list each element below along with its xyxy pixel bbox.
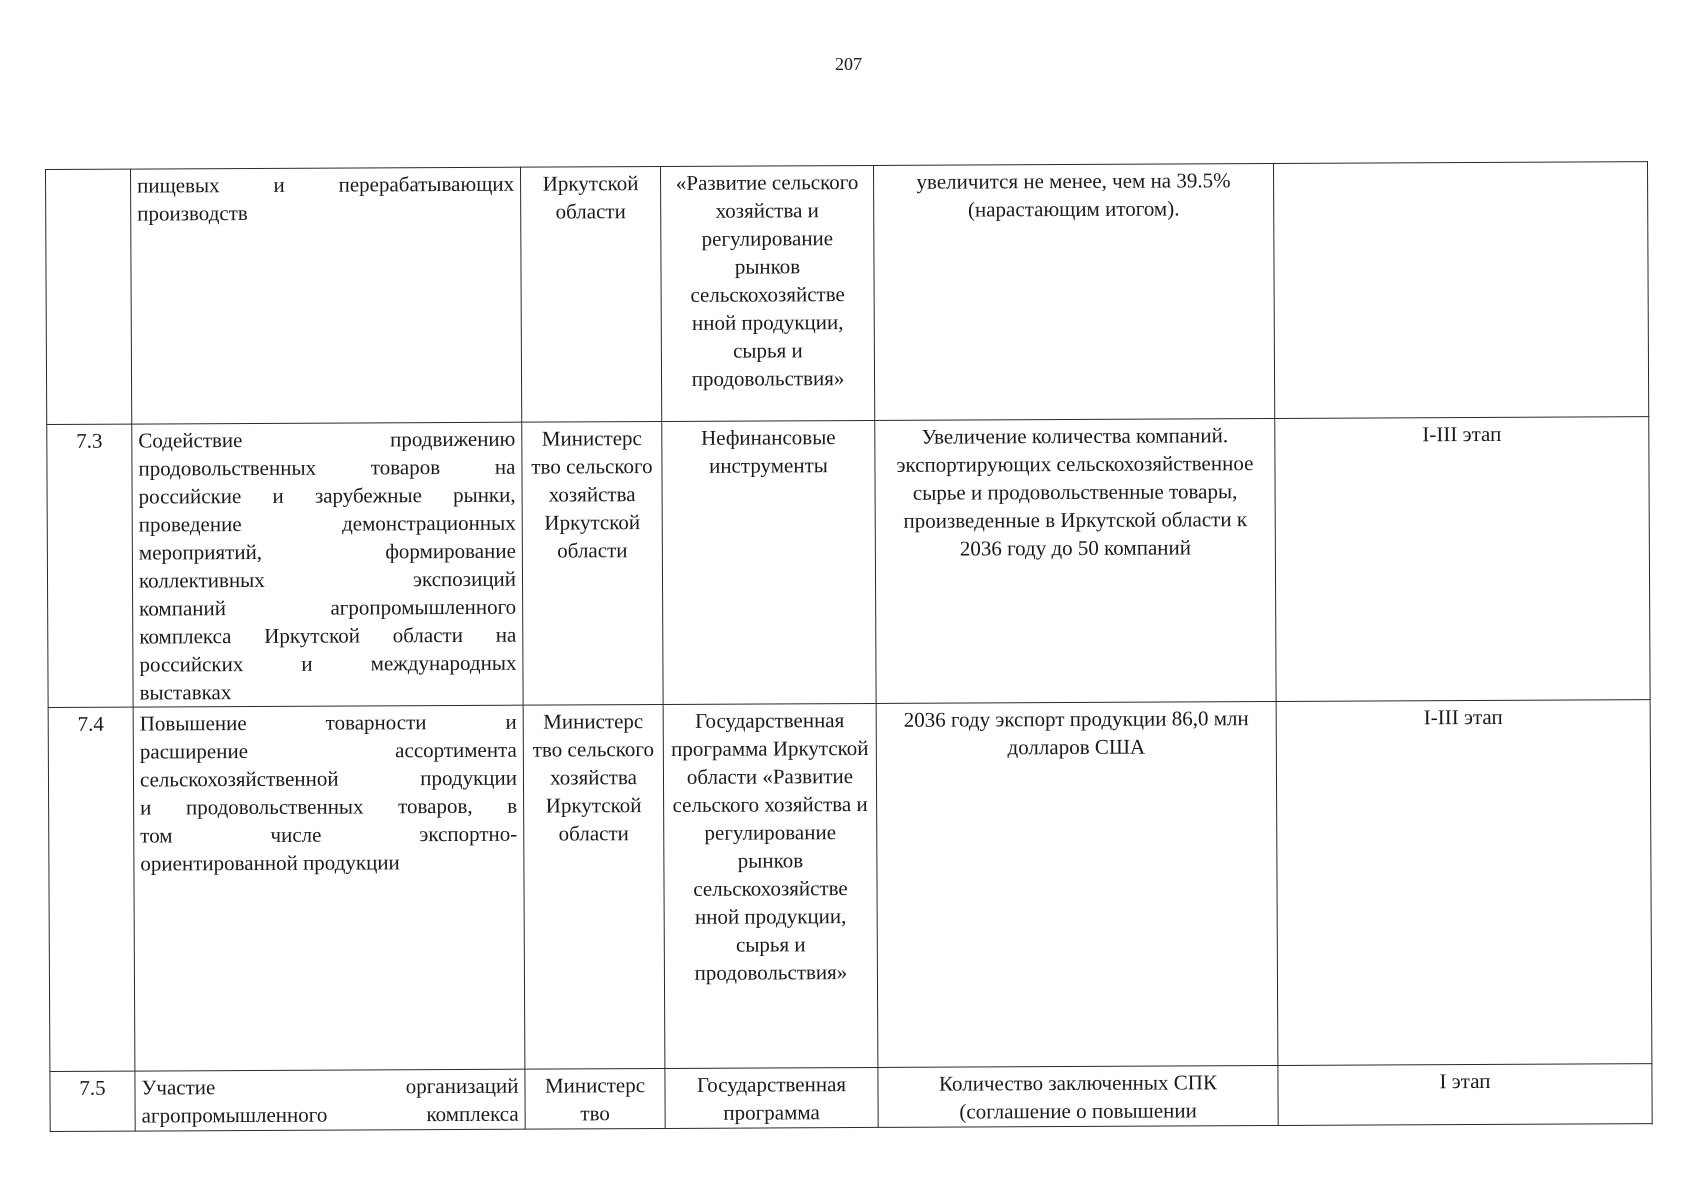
- measure-name-line: комплекса Иркутской области на: [139, 622, 517, 649]
- row-number: [46, 169, 132, 424]
- measure-name-line: коллективных экспозиций: [138, 566, 517, 593]
- measure-name-line: и продовольственных товаров, в: [140, 793, 518, 820]
- table-row: [47, 417, 1650, 708]
- expected-result: 2036 году экспорт продукции 86,0 млн долларов США: [876, 701, 1278, 1067]
- funding-source: «Развитие сельского хозяйства и регулирование рынков сельскохозяйстве нной продукции, сырья и продовольствия»: [660, 165, 874, 421]
- measure-name: [133, 705, 525, 1071]
- expected-result: Количество заключенных СПК (соглашение о повышении: [878, 1065, 1278, 1127]
- measure-name-line: компаний агропромышленного: [139, 594, 517, 621]
- funding-source: Государственная программа Иркутской области «Развитие сельского хозяйства и регулирование рынков сельскохозяйстве нной продукции, сырья и продовольствия»: [663, 703, 878, 1068]
- measure-name-line: российских и международных: [139, 650, 517, 677]
- executor: Министерс тво сельского хозяйства Иркутской области: [522, 421, 663, 705]
- measure-name-line: российские и зарубежные рынки,: [138, 482, 516, 509]
- measure-name-line: продовольственных товаров на: [138, 454, 516, 481]
- executor: Иркутской области: [520, 166, 661, 422]
- measure-name-line: Повышение товарности и: [139, 709, 517, 736]
- page-number: 207: [835, 54, 862, 74]
- expected-result: Увеличение количества компаний. экспортирующих сельскохозяйственное сырье и продовольственные товары, произведенные в Иркутской области к 2036 году до 50 компаний: [875, 418, 1276, 703]
- measure-name-line: ориентированной продукции: [140, 850, 400, 876]
- stage: [1273, 162, 1648, 419]
- measure-name-line: Содействие продвижению: [138, 426, 516, 453]
- row-number: 7.4: [48, 707, 135, 1071]
- row-number: 7.5: [50, 1071, 135, 1131]
- table-row: [50, 1064, 1652, 1132]
- measure-name-line: Участие организаций: [141, 1073, 519, 1100]
- expected-result: увеличится не менее, чем на 39.5% (нарастающим итогом).: [873, 163, 1274, 420]
- measure-name-line: том числе экспортно-: [140, 821, 518, 848]
- measure-name-line: мероприятий, формирование: [138, 538, 516, 565]
- executor: Министерс тво сельского хозяйства Иркутской области: [523, 704, 665, 1069]
- stage: I-III этап: [1276, 700, 1652, 1066]
- measures-table: [45, 161, 1653, 1132]
- row-number: 7.3: [47, 424, 133, 707]
- table-row: [46, 162, 1649, 425]
- stage: I этап: [1278, 1064, 1652, 1126]
- measure-name-line: выставках: [139, 680, 232, 705]
- measure-name-line: агропромышленного комплекса: [141, 1101, 519, 1128]
- table-row: [48, 700, 1652, 1072]
- measure-name-line: проведение демонстрационных: [138, 510, 516, 537]
- stage: I-III этап: [1275, 417, 1650, 702]
- measure-name: [131, 167, 522, 424]
- measure-name-line: расширение ассортимента: [139, 737, 517, 764]
- executor: Министерс тво: [525, 1068, 665, 1129]
- measure-name: [132, 422, 523, 707]
- funding-source: Государственная программа: [665, 1067, 878, 1128]
- measure-name-line: производств: [137, 201, 248, 226]
- funding-source: Нефинансовые инструменты: [662, 420, 876, 704]
- measure-name: [135, 1069, 525, 1131]
- measure-name-line: пищевых и перерабатывающих: [137, 171, 515, 198]
- measure-name-line: сельскохозяйственной продукции: [139, 765, 518, 792]
